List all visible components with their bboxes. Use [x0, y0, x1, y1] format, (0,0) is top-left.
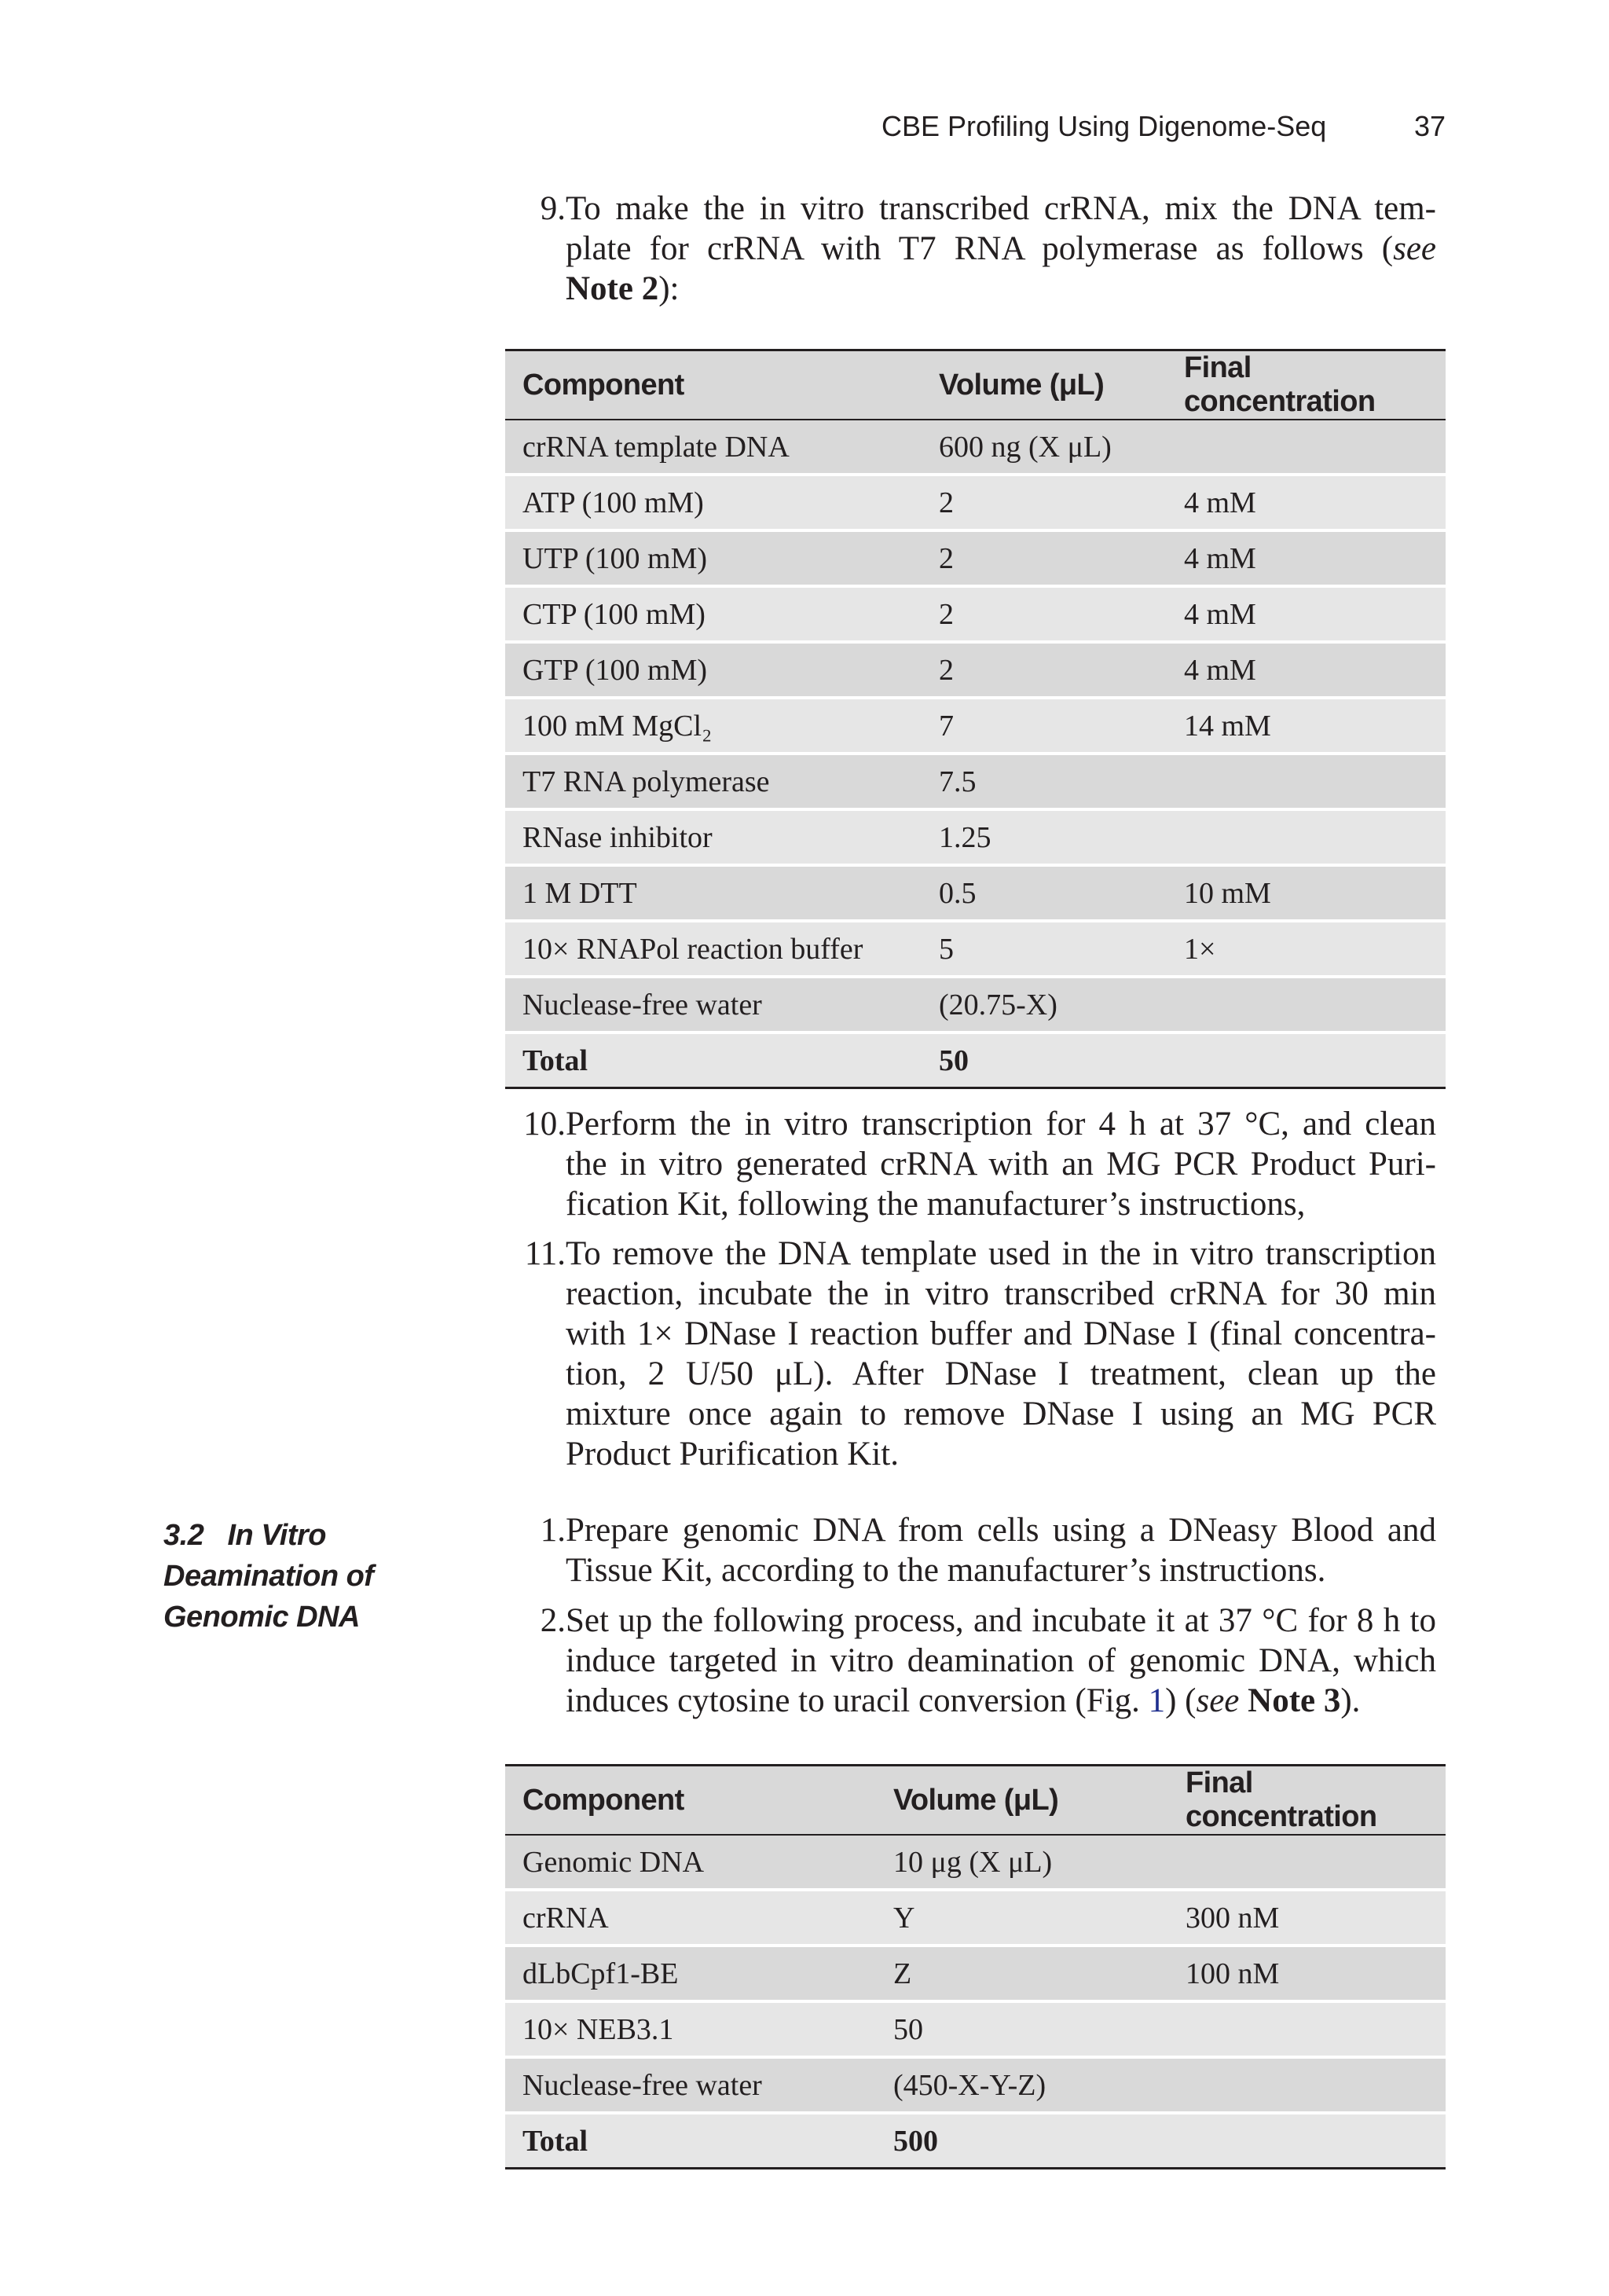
step-text	[566, 1601, 1436, 1721]
table-cell: dLbCpf1-BE	[505, 1946, 876, 2001]
table-header-row	[505, 350, 1446, 420]
table-cell: UTP (100 mM)	[505, 530, 922, 586]
table-cell: crRNA template DNA	[505, 420, 922, 475]
table-cell: 50	[922, 1032, 1167, 1088]
table-total-row	[505, 1032, 1446, 1088]
text-line: Prepare genomic DNA from cells using a DNeasy Blood and	[566, 1512, 1436, 1549]
table-cell: 1 M DTT	[505, 865, 922, 921]
reagent-table-crrna	[505, 349, 1446, 1089]
table-cell: 2	[922, 642, 1167, 698]
text-line: Tissue Kit, according to the manufacturer’s instructions.	[566, 1552, 1326, 1589]
table-cell: crRNA	[505, 1890, 876, 1946]
text-fragment: induces cytosine to uracil conversion (Fig.	[566, 1682, 1149, 1719]
text-line: fication Kit, following the manufacturer’s instructions,	[566, 1186, 1306, 1223]
table-row	[505, 586, 1446, 642]
note-reference: Note 2	[566, 270, 659, 307]
text-line: with 1× DNase I reaction buffer and DNase I (final concentra-	[566, 1315, 1436, 1352]
reagent-table-deamination	[505, 1764, 1446, 2169]
see-text: see	[1393, 230, 1436, 267]
table-cell	[1167, 420, 1446, 475]
table-cell	[1167, 809, 1446, 865]
section-heading-line: Deamination of	[163, 1560, 374, 1593]
table-cell: 10 μg (X μL)	[876, 1835, 1168, 1890]
table-row	[505, 754, 1446, 809]
table-cell	[1168, 1835, 1446, 1890]
table-cell: (450-X-Y-Z)	[876, 2057, 1168, 2113]
text-line: To remove the DNA template used in the in vitro transcription	[566, 1235, 1436, 1272]
column-header: Final concentration	[1167, 350, 1446, 420]
section-heading-line: Genomic DNA	[163, 1601, 360, 1634]
table-cell	[1168, 2001, 1446, 2057]
table-row	[505, 1890, 1446, 1946]
table-row	[505, 2057, 1446, 2113]
table-cell: 600 ng (X μL)	[922, 420, 1167, 475]
text-line: Product Purification Kit.	[566, 1436, 899, 1473]
table-cell: Total	[505, 2113, 876, 2169]
table-cell: CTP (100 mM)	[505, 586, 922, 642]
step-number: 9.	[540, 190, 566, 227]
table-row	[505, 1946, 1446, 2001]
table-row	[505, 865, 1446, 921]
column-header: Final concentration	[1168, 1766, 1446, 1836]
text-line: mixture once again to remove DNase I using an MG PCR	[566, 1396, 1436, 1432]
text-line: reaction, incubate the in vitro transcribed crRNA for 30 min	[566, 1275, 1436, 1312]
table-cell: 1×	[1167, 921, 1446, 977]
table-cell: Total	[505, 1032, 922, 1088]
table-header-row	[505, 1766, 1446, 1836]
table-cell: 100 nM	[1168, 1946, 1446, 2001]
table-row	[505, 530, 1446, 586]
table-cell: 14 mM	[1167, 698, 1446, 754]
text-line	[566, 229, 1436, 269]
section-step-1	[503, 1510, 1446, 1597]
table-cell: 2	[922, 586, 1167, 642]
step-text	[566, 189, 1436, 309]
table-row	[505, 420, 1446, 475]
step-number: 11.	[524, 1235, 566, 1272]
table-row	[505, 809, 1446, 865]
section-heading	[163, 1515, 373, 1638]
column-header: Component	[505, 1766, 876, 1836]
section-step-2	[503, 1601, 1446, 1726]
table-cell: 7.5	[922, 754, 1167, 809]
table-cell: 50	[876, 2001, 1168, 2057]
table-cell	[1168, 2057, 1446, 2113]
table-cell: 0.5	[922, 865, 1167, 921]
step-number: 1.	[540, 1512, 566, 1549]
text-fragment: ) (	[1165, 1682, 1197, 1719]
column-header: Component	[505, 350, 922, 420]
note-reference: Note 3	[1248, 1682, 1341, 1719]
table-cell: 100 mM MgCl₂	[505, 698, 922, 754]
table-cell: 300 nM	[1168, 1890, 1446, 1946]
text-line: tion, 2 U/50 μL). After DNase I treatment, clean up the	[566, 1355, 1436, 1392]
text-fragment: ).	[1340, 1682, 1361, 1719]
column-header: Volume (μL)	[922, 350, 1167, 420]
table-cell: 2	[922, 530, 1167, 586]
table-cell: Y	[876, 1890, 1168, 1946]
running-title: CBE Profiling Using Digenome-Seq	[881, 110, 1327, 142]
table-cell: 10× RNAPol reaction buffer	[505, 921, 922, 977]
table-cell: 10× NEB3.1	[505, 2001, 876, 2057]
column-header: Volume (μL)	[876, 1766, 1168, 1836]
step-text	[566, 1104, 1436, 1224]
step-text	[566, 1510, 1436, 1590]
text-fragment: plate for crRNA with T7 RNA polymerase as follows (	[566, 230, 1394, 267]
table-cell	[1167, 754, 1446, 809]
table-cell: Nuclease-free water	[505, 977, 922, 1032]
table-row	[505, 698, 1446, 754]
step-11	[503, 1234, 1446, 1477]
text-fragment: ):	[658, 270, 680, 307]
table-cell: Z	[876, 1946, 1168, 2001]
step-9	[503, 189, 1446, 314]
table-cell: 1.25	[922, 809, 1167, 865]
table-row	[505, 2001, 1446, 2057]
figure-link[interactable]: 1	[1148, 1682, 1166, 1719]
table-cell: 4 mM	[1167, 530, 1446, 586]
table-cell: T7 RNA polymerase	[505, 754, 922, 809]
section-heading-line: 3.2 In Vitro	[163, 1519, 326, 1552]
table-cell: (20.75-X)	[922, 977, 1167, 1032]
table-cell: ATP (100 mM)	[505, 475, 922, 530]
table-cell: Nuclease-free water	[505, 2057, 876, 2113]
table-total-row	[505, 2113, 1446, 2169]
text-line: the in vitro generated crRNA with an MG PCR Product Puri-	[566, 1146, 1436, 1183]
table-cell: 10 mM	[1167, 865, 1446, 921]
step-text	[566, 1234, 1436, 1474]
table-cell: 5	[922, 921, 1167, 977]
see-text: see	[1196, 1682, 1240, 1719]
text-line: induce targeted in vitro deamination of genomic DNA, which	[566, 1642, 1436, 1679]
table-cell: 2	[922, 475, 1167, 530]
step-number: 10.	[523, 1106, 566, 1142]
table-row	[505, 475, 1446, 530]
text-line	[566, 269, 1436, 309]
table-cell: Genomic DNA	[505, 1835, 876, 1890]
table-cell: 4 mM	[1167, 475, 1446, 530]
text-line: Perform the in vitro transcription for 4 h at 37 °C, and clean	[566, 1106, 1436, 1142]
table-cell	[1167, 977, 1446, 1032]
table-cell: 7	[922, 698, 1167, 754]
table-cell	[1168, 2113, 1446, 2169]
table-row	[505, 977, 1446, 1032]
table-cell: 4 mM	[1167, 586, 1446, 642]
table-cell: RNase inhibitor	[505, 809, 922, 865]
table-row	[505, 642, 1446, 698]
table-cell	[1167, 1032, 1446, 1088]
table-row	[505, 1835, 1446, 1890]
table-row	[505, 921, 1446, 977]
step-10	[503, 1104, 1446, 1230]
step-number: 2.	[540, 1602, 566, 1639]
text-line: To make the in vitro transcribed crRNA, mix the DNA tem-	[566, 190, 1436, 227]
table-cell: GTP (100 mM)	[505, 642, 922, 698]
text-line	[566, 1681, 1436, 1721]
table-cell: 500	[876, 2113, 1168, 2169]
page-number: 37	[1414, 110, 1446, 142]
table-cell: 4 mM	[1167, 642, 1446, 698]
text-line: Set up the following process, and incubate it at 37 °C for 8 h to	[566, 1602, 1436, 1639]
